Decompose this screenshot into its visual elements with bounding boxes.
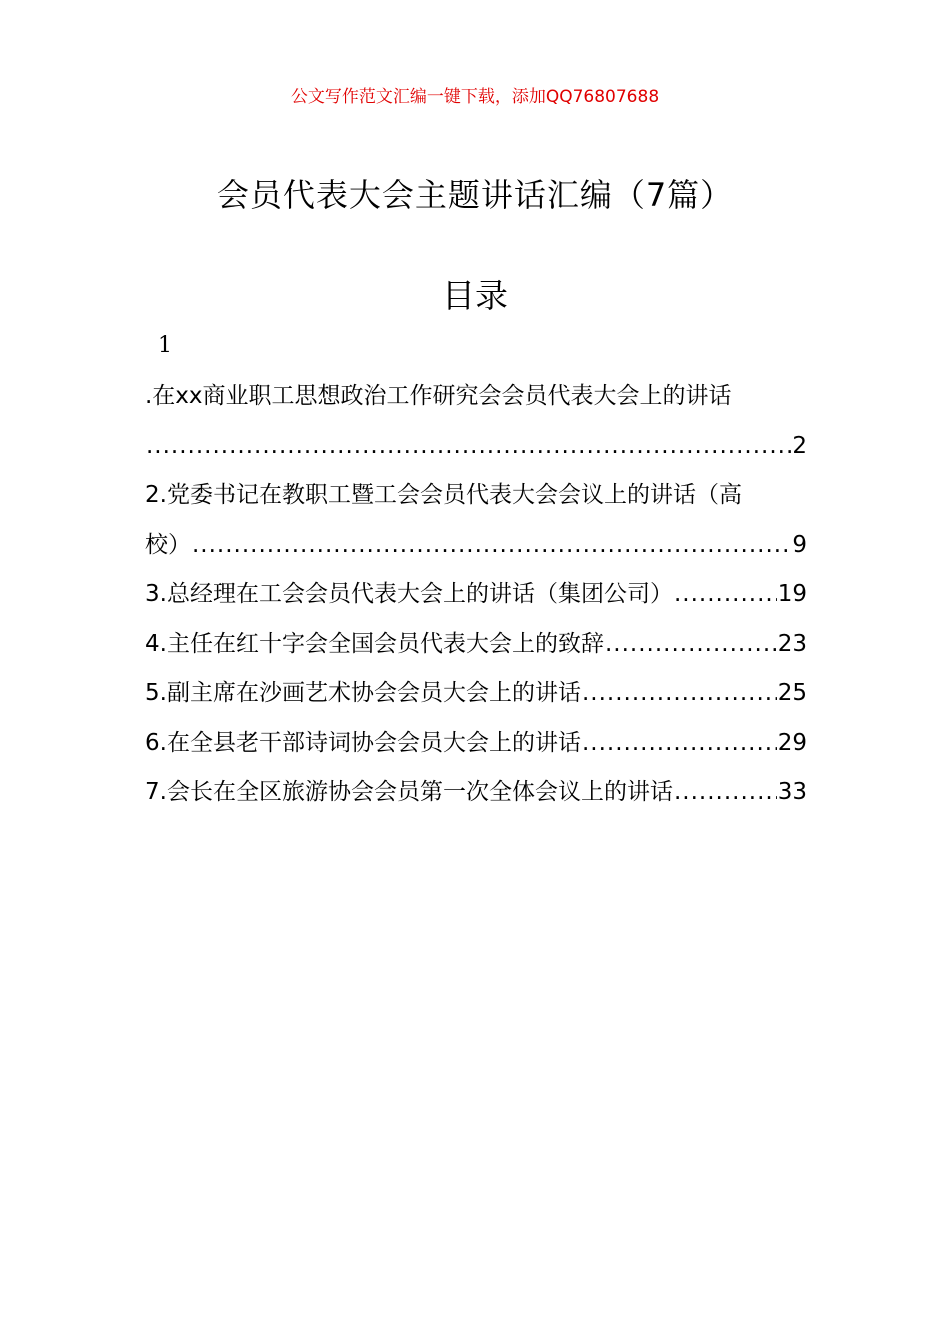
toc-item-7-title: 7.会长在全区旅游协会会员第一次全体会议上的讲话 — [145, 779, 673, 805]
toc-item-1-number: 1 — [158, 333, 172, 358]
toc-item-6-page: 29 — [777, 729, 807, 756]
table-of-contents — [145, 372, 807, 818]
header-banner: 公文写作范文汇编一键下载，添加QQ76807688 — [290, 87, 660, 107]
toc-item-3-title: 3.总经理在工会会员代表大会上的讲话（集团公司） — [145, 581, 673, 607]
toc-item-1-title: .在xx商业职工思想政治工作研究会会员代表大会上的讲话 — [145, 383, 732, 409]
toc-item-6[interactable] — [145, 719, 807, 769]
toc-item-3[interactable] — [145, 570, 807, 620]
toc-item-2-title-line[interactable] — [145, 471, 807, 521]
toc-item-6-title: 6.在全县老干部诗词协会会员大会上的讲话 — [145, 729, 581, 756]
toc-item-5[interactable] — [145, 669, 807, 719]
toc-item-1-leader-dots — [146, 422, 791, 472]
toc-item-1-page: 2 — [792, 432, 807, 459]
document-title: 会员代表大会主题讲话汇编（7篇） — [216, 176, 734, 214]
toc-item-2-leader-line[interactable] — [145, 521, 807, 571]
toc-item-5-page: 25 — [777, 680, 807, 706]
toc-item-5-leader-dots — [582, 669, 777, 719]
toc-item-2-page: 9 — [792, 531, 807, 558]
toc-item-4-leader-dots — [605, 620, 777, 670]
toc-item-7-leader-dots — [674, 768, 777, 818]
toc-item-7[interactable] — [145, 768, 807, 818]
toc-item-4-page: 23 — [777, 630, 807, 657]
toc-item-3-leader-dots — [674, 570, 777, 620]
toc-item-1-title-line[interactable] — [145, 372, 807, 422]
toc-item-2-title-continued: 校） — [145, 531, 191, 558]
toc-heading: 目录 — [442, 276, 508, 315]
toc-item-1-leader-line[interactable] — [145, 422, 807, 472]
toc-item-6-leader-dots — [582, 719, 777, 769]
toc-item-7-page: 33 — [777, 779, 807, 805]
toc-item-3-page: 19 — [777, 581, 807, 607]
toc-item-2-title: 2.党委书记在教职工暨工会会员代表大会会议上的讲话（高 — [145, 482, 742, 508]
toc-item-4-title: 4.主任在红十字会全国会员代表大会上的致辞 — [145, 630, 604, 657]
toc-item-5-title: 5.副主席在沙画艺术协会会员大会上的讲话 — [145, 680, 581, 706]
toc-item-4[interactable] — [145, 620, 807, 670]
toc-item-2-leader-dots — [192, 521, 791, 571]
